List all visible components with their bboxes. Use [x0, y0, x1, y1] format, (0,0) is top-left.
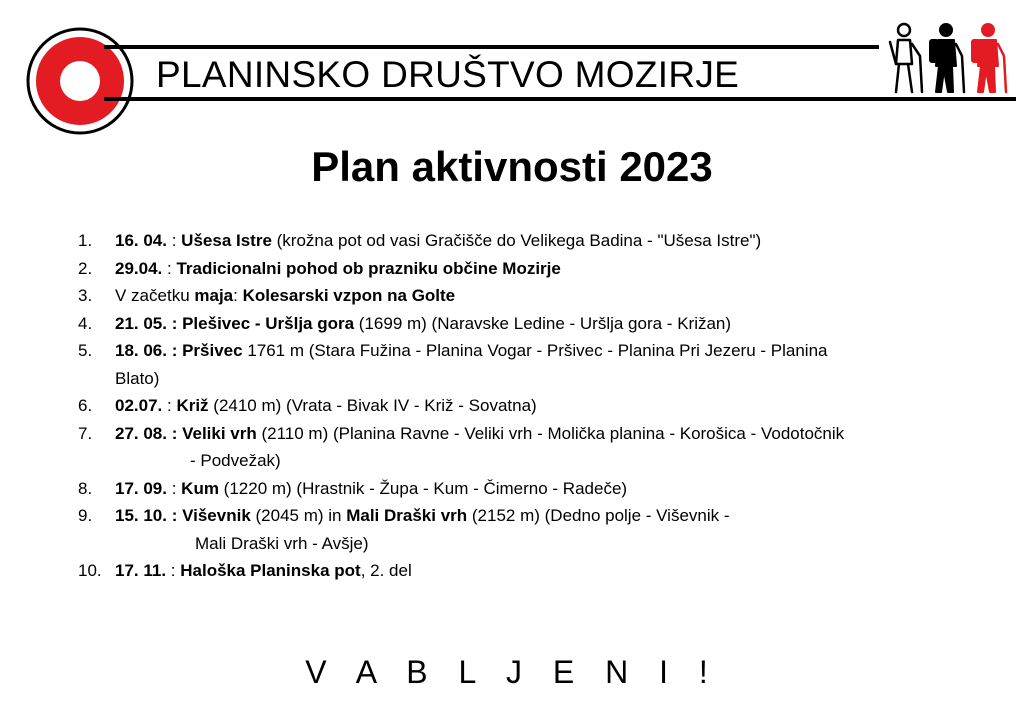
item-details: (2152 m) (Dedno polje - Viševnik - [467, 506, 730, 525]
item-date: 02.07. [115, 396, 163, 415]
header-line-top [104, 45, 879, 49]
item-separator: : [162, 258, 177, 278]
item-date: 17. 09. [115, 478, 167, 498]
item-date: 17. 11. [115, 561, 167, 580]
item-date-name: 27. 08. : Veliki vrh [115, 423, 257, 443]
item-continuation: - Podvežak) [190, 451, 281, 470]
item-details: (1699 m) (Naravske Ledine - Uršlja gora - Križan) [354, 313, 732, 333]
item-date-name: 15. 10. : Viševnik [115, 506, 251, 525]
item-number: 4. [78, 313, 93, 333]
item-number: 6. [78, 396, 93, 415]
item-name: Mali Draški vrh [346, 506, 468, 525]
item-separator: : [167, 478, 182, 498]
item-month: maja [194, 286, 234, 305]
page-title: Plan aktivnosti 2023 [311, 143, 713, 190]
list-item [78, 227, 1008, 255]
list-item [78, 255, 1008, 283]
item-number: 1. [78, 231, 93, 250]
item-date-name: 18. 06. : Pršivec [115, 341, 243, 360]
invitation-footer: V A B L J E N I ! [305, 654, 719, 690]
list-item [78, 392, 1008, 420]
item-separator: : [166, 561, 181, 580]
list-item [78, 337, 1008, 392]
item-name: Haloška Planinska pot [180, 561, 361, 580]
item-continuation: Mali Draški vrh - Avšje) [195, 533, 369, 553]
list-item [78, 557, 1008, 585]
item-separator: : [167, 231, 182, 250]
item-number: 3. [78, 286, 93, 305]
red-ring-logo-icon [26, 27, 134, 135]
header-line-bottom [104, 97, 1016, 101]
organization-name: PLANINSKO DRUŠTVO MOZIRJE [156, 54, 740, 95]
item-date: 29.04. [115, 258, 163, 278]
item-name: Tradicionalni pohod ob prazniku občine Mozirje [176, 258, 561, 278]
item-number: 9. [78, 506, 93, 525]
item-continuation: Blato) [115, 368, 160, 388]
list-item [78, 282, 1008, 310]
item-name: Kolesarski vzpon na Golte [242, 286, 456, 305]
item-name: Križ [176, 396, 209, 415]
item-number: 10. [78, 561, 102, 580]
item-date-name: 21. 05. : Plešivec - Uršlja gora [115, 313, 355, 333]
item-details: (2110 m) (Planina Ravne - Veliki vrh - Molička planina - Korošica - Vodotočnik [256, 423, 845, 443]
activity-list [78, 227, 1008, 585]
item-name: Ušesa Istre [181, 231, 272, 250]
item-details: (1220 m) (Hrastnik - Župa - Kum - Čimerno - Radeče) [218, 478, 628, 498]
list-item [78, 502, 1008, 557]
item-name: Kum [181, 478, 219, 498]
list-item [78, 310, 1008, 338]
item-details: , 2. del [360, 561, 412, 580]
item-number: 5. [78, 341, 93, 360]
item-middle: (2045 m) in [250, 506, 347, 525]
list-item [78, 420, 1008, 475]
item-prefix: V začetku [115, 286, 195, 305]
item-details: (2410 m) (Vrata - Bivak IV - Križ - Sovatna) [208, 396, 537, 415]
hikers-icon [884, 20, 1010, 96]
item-details: (krožna pot od vasi Gračišče do Velikega Badina - "Ušesa Istre") [271, 231, 762, 250]
item-number: 2. [78, 258, 93, 278]
item-details: 1761 m (Stara Fužina - Planina Vogar - Pršivec - Planina Pri Jezeru - Planina [242, 341, 828, 360]
item-separator: : [233, 286, 243, 305]
item-separator: : [162, 396, 177, 415]
item-number: 8. [78, 478, 93, 498]
list-item [78, 475, 1008, 503]
item-date: 16. 04. [115, 231, 167, 250]
item-number: 7. [78, 423, 93, 443]
